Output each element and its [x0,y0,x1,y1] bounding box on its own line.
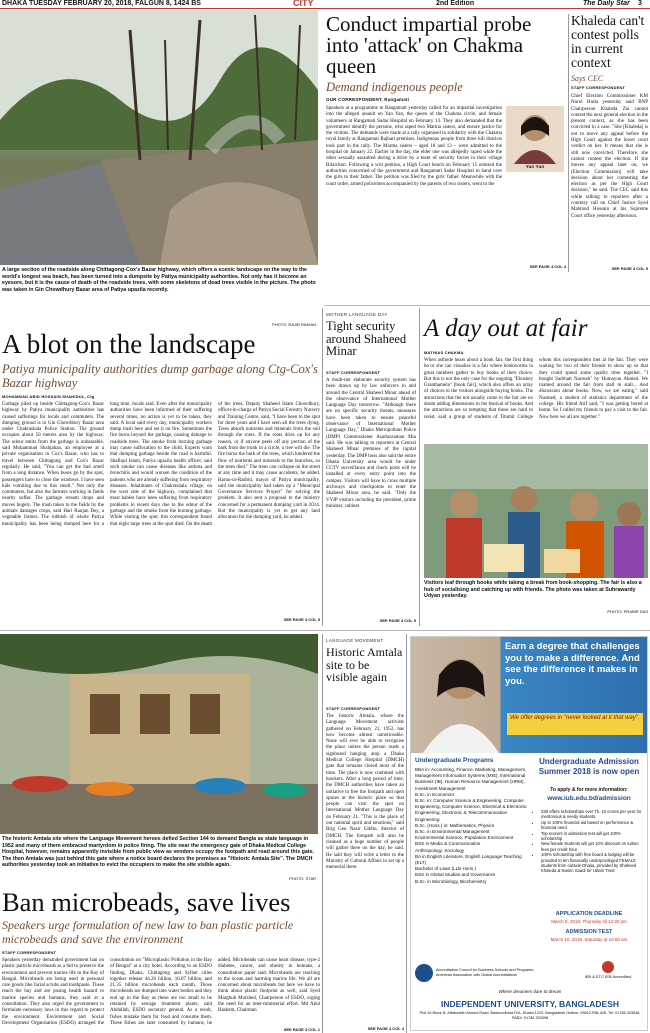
amtala-jump: SEE PAGE 4 COL 4 [367,1026,404,1031]
shaheed-headline: Tight security around Shaheed Minar [326,319,407,358]
chakma-headline: Conduct impartial probe into 'attack' on Chakma queen [326,12,532,78]
column-rule [322,634,323,1033]
page-header [0,0,650,9]
benefit-item: • New female students will get 10% discount on tuition fees per credit hour [541,841,643,852]
amtala-photo-credit: PHOTO: STAR [289,876,316,881]
amtala-photo-caption: The historic Amtala site where the Language Movement heroes defied Section 144 to demand Bangla as state language in 1952 and many of them embraced martyrdom in police firing. The site near the emergency gate of Dhaka Medical College Hospital, however, remains apparently invisible from public view as vendors occupy the footpath and road around this gate. The then Amtala was just behind this gate where a notice board declares the premises as "Historic Amtala Site". The DMCH authorities yesterday took an initiative to evict the occupiers to make the site visible again. [2,836,314,869]
yan-yan-label: Yan Yan [525,164,545,169]
program-item: Environmental Science, Population Environment [415,835,514,841]
horizontal-rule [0,630,650,631]
deadline-title: APPLICATION DEADLINE [555,911,623,917]
program-item: B.Sc. in: Computer Science & Engineering, Computer Engineering, Computer Science, Electrical & Electronic Engineering, Electronic & Telecommunication Engineering [415,798,527,822]
amtala-byline: STAFF CORRESPONDENT [326,706,381,711]
university-name: INDEPENDENT UNIVERSITY, BANGLADESH [440,999,620,1009]
program-item: Anthropology, Sociology [415,847,465,853]
acbsp-badge-icon [415,964,433,982]
dateline: DHAKA TUESDAY FEBRUARY 20, 2018, FALGUN 8, 1424 BS [2,0,201,7]
dumpsite-photo-illustration [0,10,318,265]
university-address: Plot 16 Block B, Aftabuddin Ahmed Road, Bashundhara R/A, Dhaka 1229, Bangladesh Hotline: 09612-RIB-IUB, Tel: 01788 333548, PABX: 01788 333598 [419,1011,641,1020]
programs-title: Undergraduate Programs [415,757,494,764]
blot-subhead: Patiya municipality authorities dump garbage along Ctg-Cox's Bazar highway [2,362,318,390]
column-rule [568,14,569,272]
book-fair-photo-illustration [424,444,648,578]
admission-url-link[interactable]: www.iub.edu.bd/admission [547,795,631,802]
test-title: ADMISSION TEST [565,929,613,935]
cec-jump: SEE PAGE 4 COL 5 [611,266,648,271]
apply-text: To apply & for more information: [550,787,628,793]
amtala-kicker: LANGUAGE MOVEMENT [326,638,384,643]
shaheed-kicker: MOTHER LANGUAGE DAY [326,312,388,317]
benefit-item: • Top scorers in admission test will get 100% scholarship [541,831,643,842]
ieb-badge [571,961,645,985]
shaheed-body: A multi-tier elaborate security system has been drawn up by law enforcers in and around the Central Shaheed Minar ahead of the observance of International Mother Language Day tomorrow. "Although there are no specific security threats, measures have been taken to ensure peaceful observance of International Mother Language Day," Dhaka Metropolitan Police (DMP) Commissioner Asaduzzaman Mia said. He was talking to reporters at Central Shaheed Minar premises of the capital yesterday. The DMP boss also said the entire Dhaka University area would be under CCTV surveillance and check posts will be installed at every entry point into the campus. Visitors will have to cross multiple archways and checkpoints to enter the Shaheed Minar area, he said. "Only the VVIP visitors including the president, prime minister, cabinet [326,378,416,509]
microbeads-body: Speakers yesterday demanded government ban on plastic particle microbeads as a bid to preserve the environment and prevent marine life to the Bay of Bengal. Microbeads are being used in personal care goods like facial scrubs and toothpaste. These reach the bay and are posing health hazard to marine species and humans, they said at a consultation. They also urged the government to formulate necessary laws in this regard to protect the environment. Environment and Social Development Organisation (ESDO) arranged the consultation on "Microplastic Pollution in the Bay of Bengal" at a city hotel. According to an ESDO finding, Dhaka, Chittagong and Sylhet cities together release 44.26 billion, 16.07 billion, and 21.35 billion microbeads each month. Those microbeads are dumped into water bodies and they end up in the Bay as these are too small to be retained by sewage treatment plants, said Abdullah, ESDO secretary general. As a result, fishes mistake them for food and consume them. These fishes are later consumed by humans, he added. Microbeads can cause heart disease, type-2 diabetes, cancer, and obesity in humans, a consultation paper said. Microbeads are reaching to the ocean and harming marine life. We all are concerned about microbeads but here we have to think about plastic footprint as well, said Syed Marghub Murshed, Chairperson of ESDO, urging the need for an inter-ministerial effort. Md Abul Hashem, Chairman [2,958,320,1026]
program-item: B.Sc. in Microbiology, Biochemistry [415,878,487,884]
fair-body: When asthode hears about a book fair, the first thing he or she can visualise is a fair where bookworms in great numbers gather to buy books of their choice. But this is not the only case for the ongoing "Ekushey Granthamela" [book fair], which also offers an array of choices to the visitors alongside buying books. The attractions that the not usually come to the fair are no doubt adding dimensions to the festival of books. And the attractions are so tempting that those are hard to resist, said a group of students of Titumir College whom this correspondent met at the fair. They were waiting for two of their friends to show up so that they could spend some quality time together. "I bought Sadrhatt Narreah" by Humayun Ahmed. We roamed around the fair from stall to stall... And discussion about books. Now, we are eating," said Nasmed, a student of statistics department of the college. His friend Arif said, "I was getting bored at home. So I called my friends to pay a visit to the fair. Now here we all are together." [424,358,648,420]
horizontal-rule [324,305,650,306]
admission-title: Undergraduate Admission Summer 2018 is now open [538,757,640,776]
chakma-body-cont [326,174,566,262]
masthead-logo: The Daily Star [583,0,630,7]
program-item: B.Sc. (Hons.) in: Mathematics, Physics [415,822,495,828]
fair-byline: MATHIAS CHAKMA [424,350,464,355]
ad-headline: Earn a degree that challenges you to make a difference. And see the difference it makes in you. [505,641,640,687]
deadline-date: March 8, 2018, Thursday till 12:30 pm [551,919,627,924]
microbeads-byline: STAFF CORRESPONDENT [2,950,57,955]
chakma-byline: OUR CORRESPONDENT, Rangamati [326,97,410,102]
blot-body: Garbage piled up beside Chittagong-Cox's Bazar highway by Patiya municipality authorities has caused sufferings for locals and commuters. The dumping ground is in Gin Chowdhury Bazar area under Chakrashala Police Station. The ground occupies about 50 metres area by the highway. The odour emits from the garbage is unbearable, said Mohammad Shahjahan, an employee at a private organisation in Cox's Bazar, who has to travel between Chittagong and Cox's Bazar regularly. He said, "You can get the bad smell from a long distance. When buses go by the spot, passengers have to close the windows. I have seen kids vomiting due to this smell." Not only the commuters, but also the farmers working in fields nearby suffer. The garbage stream drops and moves hugely. The trash taken to the fields by the animals damages crops, said Hari Ranjan Dey, a vegetable farmer. The rubbish of whole Patiya municipality has been being dumped here for a long time, locals said. Even after the municipality authorities have been informed of their suffering several times, no action is yet to be taken, they said. A local said every day, municipality workers dump trash here and set it on fire. Sometimes the fire burns beyond the garbage, causing damage to roadside trees. The smoke from burning garbage may cause suffocation to the child. Experts warn that dumping garbage beside the road is harmful. Shafiqul Islam, Patiya upazila health officer, said such smoke can cause diseases like asthma and bronchitis and would worsen the condition of the patients who are already suffering from respiratory diseases. Inhabitants of Chakrashala village, on the west side of the highway, complained that most babies have been suffering from respiratory problems in recent days due to the odour of the garbage and the smoke from the burning garbage. While visiting the spot, this correspondent found that eight large trees at the spot died. On the death of the trees, Deputy Shaheed Islam Chowdhury, officer-in-charge of Patiya Social Forestry Nursery and Training Centre, said, "I have been to the spot for three years and I have seen all the trees dying. Trees absorb nutrients and minerals from the soil through the roots. If the roots dries up for any reason, or if anyone peels off any portion of the bark from the trunk in a circle, a tree will die. The fire burns the bark of the trees, which hindered the flow of nutrients and minerals to the branches, so the trees died." The trees can collapse on the street at any time and it may cause accidents, he added. Harun-ur-Rashid, mayor of Patiya municipality, said the municipality had taken up a "Municipal Governance Services Project" for solving the problem. It also sent a proposal to the ministry concerned for a permanent dumping yard in 2014. But the municipality is yet to get any land allocation for the dumping yard, he added. [2,402,320,527]
student-photo-illustration [411,637,503,753]
top-photo-caption: A large section of the roadside along Chittagong-Cox's Bazar highway, which offers a scenic landscape on the way to the world's longest sea beach, has been turned into a dumpsite by Patiya municipality authorities. Not only has it become an eyesore, but it is the cause of death of the roadside trees, with some skeletons of dead trees visible in the picture. The photo was taken in Gin Chowdhury Bazar area of Patiya upazila recently. [2,267,316,293]
program-item: BA in English Literature, English Language Teaching (ELT) [415,853,522,866]
microbeads-subhead: Speakers urge formulation of new law to ban plastic particle microbeads and save the environment [2,918,294,946]
program-item: BSS in Global Studies and Governance [415,872,496,878]
blot-headline: A blot on the landscape [2,329,256,359]
accreditation-text: Accreditation Council for Business Schools and Programs; American Association with Global Accreditations [436,968,535,977]
programs-list [415,767,531,957]
test-date: March 10, 2018, Saturday at 10:00 am [550,937,628,942]
fair-photo [424,444,648,578]
top-photo [0,10,318,265]
program-item: Bachelor of Laws (LLB Hons.) [415,866,477,872]
amtala-headline: Historic Amtala site to be visible again [326,645,403,684]
edition: 2nd Edition [436,0,475,7]
amtala-body: The historic Amtala, where the Language Movement activists gathered on February 21, 1952, has now become almost unnoticeable. None will ever be able to recognise the place unless the person reads a signboard hanging atop a Dhaka Medical College Hospital (DMCH) gate that remains closed most of the time. The place is now crammed with hawkers. After a long period of time, the DMCH authorities have taken an initiative to free the footpath and open spaces at the historic place so that people can visit the spot on International Mother Language Day on February 21. "This is the place of our national spirit and emotions," said Brig Gen Nasir Uddin, director of DMCH. The footpath will also be cleaned as a huge number of people will gather there on the day, he said. He said they will write a letter to the Ministry of Cultural Affairs to set up a memorial there. [326,714,404,871]
cec-subhead: Says CEC [571,74,604,83]
fair-caption: Visitors leaf through books while taking a break from book-shopping. The fair is also a hub of socialising and catching up with friends. The photo was taken at Suhrawardy Udyan yesterday. [424,580,642,600]
cec-headline: Khaleda can't contest polls in current context [571,13,645,70]
shaheed-byline: STAFF CORRESPONDENT [326,370,381,375]
ieb-label: IEB & ETC IEB Accredited [584,974,632,979]
blot-byline: MOHAMMAD ABID HOSSAIN SHAHIDUL, Ctg [2,394,95,399]
portrait-icon [506,106,564,164]
find-text: Where dreamers dare to dream [498,989,562,994]
yan-yan-photo [506,106,564,172]
ad-banner [411,637,647,753]
amtala-photo [0,634,318,834]
cec-byline: STAFF CORRESPONDENT [571,85,626,90]
program-item: B.Sc. in Environmental Management [415,829,490,835]
microbeads-jump: SEE PAGE 4 COL 1 [283,1027,320,1032]
fair-credit: PHOTO: PRABIR DAS [607,609,648,614]
ad-tagline: We offer degrees in "never looked at it that way". [507,713,643,735]
program-item: BSS in Media & Communication [415,841,481,847]
amtala-photo-illustration [0,634,318,834]
program-item: B.Sc. in Economics [415,791,455,797]
blot-jump: SEE PAGE 4 COL 5 [283,617,320,622]
shaheed-jump: SEE PAGE 4 COL 5 [379,618,416,623]
cec-body: Chief Election Commissioner KM Nurul Huda yesterday said BNP Chairperson Khaleda Zia cannot contest the next general election in the present context, as she has been convicted in a case. "She [Khaleda] is not to move any appeal before the High Court against the lower court verdict on her. It means that she is still now convicted. Therefore, she cannot contest the election. If she moves any appeal later on, we [Election Commission] will take decision about her contesting the election as per the High Court decision," he said. The CEC said this while talking to reporters after a courtesy call on Chief Justice Syed Mahmud Hossain at his Supreme Court office yesterday afternoon. [571,94,648,219]
chakma-subhead: Demand indigenous people [326,80,463,94]
accreditation-logo [415,961,535,985]
iub-advertisement[interactable] [410,636,648,1031]
benefit-item: • 338 offers scholarships over Tk. 10 crores per year for meritorious & needy students. [541,809,643,820]
chakma-jump: SEE PAGE 4 COL 4 [529,264,566,269]
top-photo-credit: PHOTO: RAJIB RAIHAN [272,322,316,327]
section-name: CITY [293,0,314,8]
column-rule [406,634,407,1033]
program-item: BBA in: Accounting, Finance, Marketing, Management, Management Information Systems (MIS), International Business (IB), Human Resource Management (HRM), Investment Management [415,767,527,791]
benefit-item: • 100% scholarship with free board & lodging will be provided to ten financially underprivileged FEMALE students from outside Dhaka, provided by Shaheed Khaleda & Nasrin Saadi Sir Uttam Trust [541,852,643,874]
ieb-badge-icon [602,961,614,973]
microbeads-headline: Ban microbeads, save lives [2,887,291,917]
fair-headline: A day out at fair [424,315,588,342]
column-rule [322,308,323,626]
benefit-item: • Up to 100% financial aid based on performance & financial need [541,820,643,831]
benefits-list [535,809,643,907]
page-number: 3 [638,0,642,7]
column-rule [419,308,420,626]
chakma-body: Speakers at a programme in Rangamati yesterday called for an impartial investigation into the alleged assault on Yan Yan, the queen of the Chakma circle, and female volunteers at Rangamati Sadar Hospital on February 13. They also demanded that the government identify the persons, who raped two Marma sisters, and ensure justice for the victims. The demands were made at a rally organised in solidarity with the Chakma royal family at Rangamati Rajbari premises. Indigenous people from three hill districts took part in the rally. The Marma sisters – aged 18 and 13 – were admitted to the hospital on January 22. Earlier in the day, the elder one was allegedly raped while the other sexually assaulted during a drive by a team of security forces in their village Bilaichari. Following a writ petition, a High Court bench on February 15 ordered the authorities concerned of the government and Rangamati Sadar Hospital to hand over the girls to their father. The petition was filed by the girls' father. Meanwhile with the court order, armed policemen accompanied by the parents of two sisters, went to the [326,106,502,187]
